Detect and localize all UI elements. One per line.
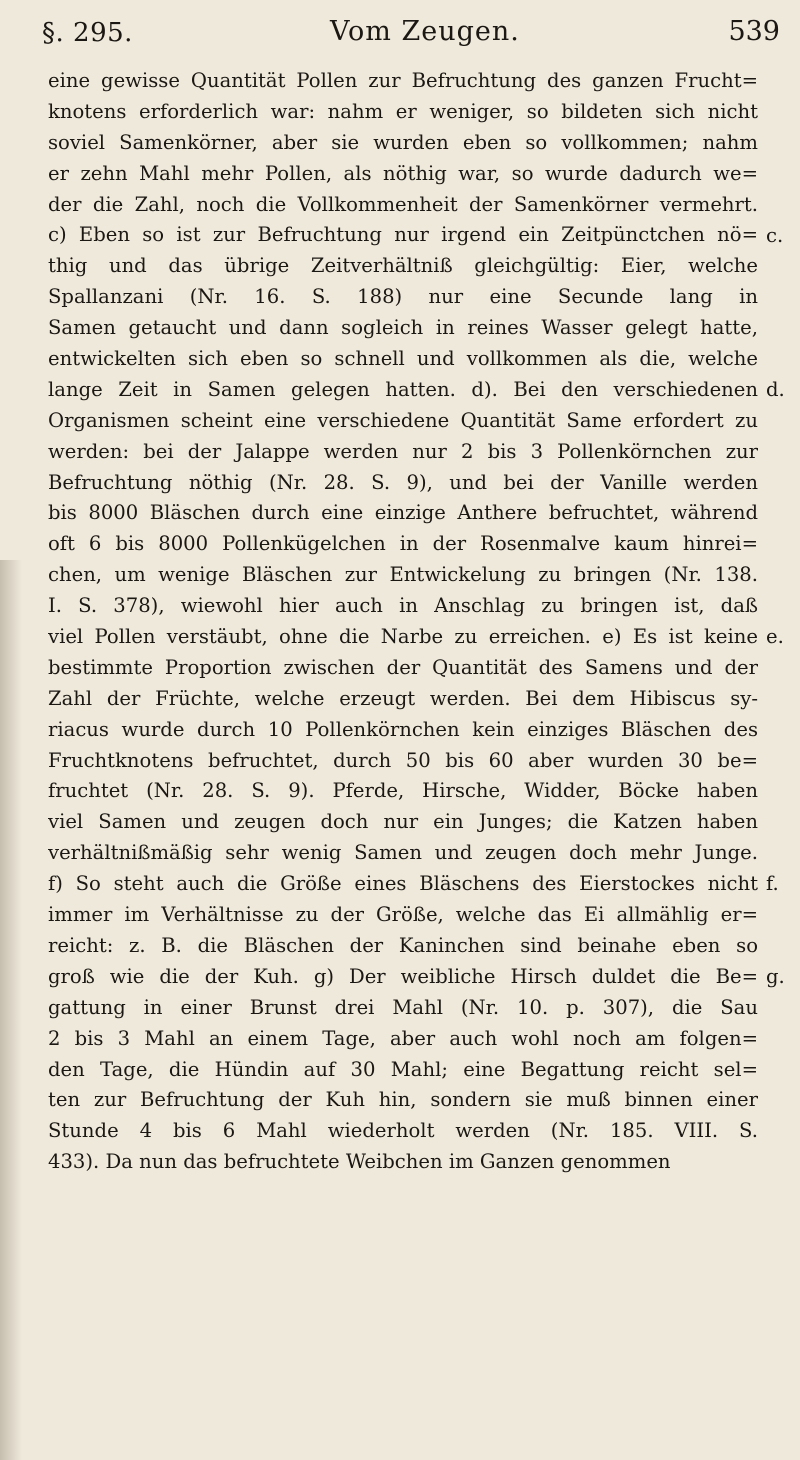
text-line: viel Pollen verstäubt, ohne die Narbe zu erreichen. e) Es ist keine <box>48 625 758 649</box>
text-line: bis 8000 Bläschen durch eine einzige Anthere befruchtet, während <box>48 501 758 525</box>
text-line: Fruchtknotens befruchtet, durch 50 bis 60 aber wurden 30 be= <box>48 748 758 772</box>
margin-note-c: c. <box>766 223 784 247</box>
running-header <box>40 10 780 58</box>
text-line: 433). Da nun das befruchtete Weibchen im Ganzen genommen <box>48 1150 671 1174</box>
text-line: Organismen scheint eine verschiedene Quantität Same erfordert zu <box>48 408 758 432</box>
margin-note-d: d. <box>766 378 785 401</box>
text-line: eine gewisse Quantität Pollen zur Befruchtung des ganzen Frucht= <box>48 69 758 92</box>
section-number: §. 295. <box>42 18 133 48</box>
text-line: werden: bei der Jalappe werden nur 2 bis 3 Pollenkörnchen zur <box>48 439 758 463</box>
text-line: 2 bis 3 Mahl an einem Tage, aber auch wohl noch am folgen= <box>48 1026 758 1050</box>
margin-note-e: e. <box>766 625 784 648</box>
text-line: gattung in einer Brunst drei Mahl (Nr. 10. p. 307), die Sau <box>48 995 758 1019</box>
text-line: I. S. 378), wiewohl hier auch in Anschlag zu bringen ist, daß <box>48 594 758 618</box>
text-line: oft 6 bis 8000 Pollenkügelchen in der Rosenmalve kaum hinrei= <box>48 532 758 556</box>
text-line: fruchtet (Nr. 28. S. 9). Pferde, Hirsche, Widder, Böcke haben <box>48 779 758 803</box>
text-line: reicht: z. B. die Bläschen der Kaninchen sind beinahe eben so <box>48 933 758 957</box>
text-line: er zehn Mahl mehr Pollen, als nöthig war, so wurde dadurch we= <box>48 161 758 185</box>
text-line: entwickelten sich eben so schnell und vollkommen als die, welche <box>48 347 758 371</box>
text-line: bestimmte Proportion zwischen der Quantität des Samens und der <box>48 655 758 679</box>
margin-note-g: g. <box>766 965 785 988</box>
text-line: knotens erforderlich war: nahm er weniger, so bildeten sich nicht <box>48 99 758 123</box>
text-line: den Tage, die Hündin auf 30 Mahl; eine Begattung reicht sel= <box>48 1057 758 1081</box>
text-line: soviel Samenkörner, aber sie wurden eben so vollkommen; nahm <box>48 130 758 154</box>
text-line: Befruchtung nöthig (Nr. 28. S. 9), und bei der Vanille werden <box>48 470 758 494</box>
text-line: Stunde 4 bis 6 Mahl wiederholt werden (Nr. 185. VIII. S. <box>48 1119 758 1143</box>
page-gutter-shadow <box>0 560 22 1460</box>
text-line: viel Samen und zeugen doch nur ein Junges; die Katzen haben <box>48 810 758 834</box>
body-text <box>48 66 758 1178</box>
text-line: f) So steht auch die Größe eines Bläschens des Eierstockes nicht <box>48 872 758 896</box>
running-title: Vom Zeugen. <box>330 16 520 47</box>
text-line: riacus wurde durch 10 Pollenkörnchen kein einziges Bläschen des <box>48 717 758 741</box>
text-line: immer im Verhältnisse zu der Größe, welche das Ei allmählig er= <box>48 903 758 927</box>
text-line: groß wie die der Kuh. g) Der weibliche Hirsch duldet die Be= <box>48 964 758 988</box>
text-line: der die Zahl, noch die Vollkommenheit der Samenkörner vermehrt. <box>48 192 758 216</box>
text-line: lange Zeit in Samen gelegen hatten. d). Bei den verschiedenen <box>48 377 758 401</box>
text-line: Zahl der Früchte, welche erzeugt werden. Bei dem Hibiscus sy- <box>48 686 758 710</box>
text-line: ten zur Befruchtung der Kuh hin, sondern sie muß binnen einer <box>48 1088 758 1112</box>
text-line: Spallanzani (Nr. 16. S. 188) nur eine Secunde lang in <box>48 285 758 309</box>
text-line: Samen getaucht und dann sogleich in reines Wasser gelegt hatte, <box>48 316 758 340</box>
text-line: verhältnißmäßig sehr wenig Samen und zeugen doch mehr Junge. <box>48 841 758 865</box>
text-line: c) Eben so ist zur Befruchtung nur irgend ein Zeitpünctchen nö= <box>48 223 758 247</box>
margin-note-f: f. <box>766 872 779 895</box>
text-line: chen, um wenige Bläschen zur Entwickelung zu bringen (Nr. 138. <box>48 563 758 587</box>
page-number: 539 <box>728 16 780 47</box>
text-line: thig und das übrige Zeitverhältniß gleichgültig: Eier, welche <box>48 254 758 278</box>
